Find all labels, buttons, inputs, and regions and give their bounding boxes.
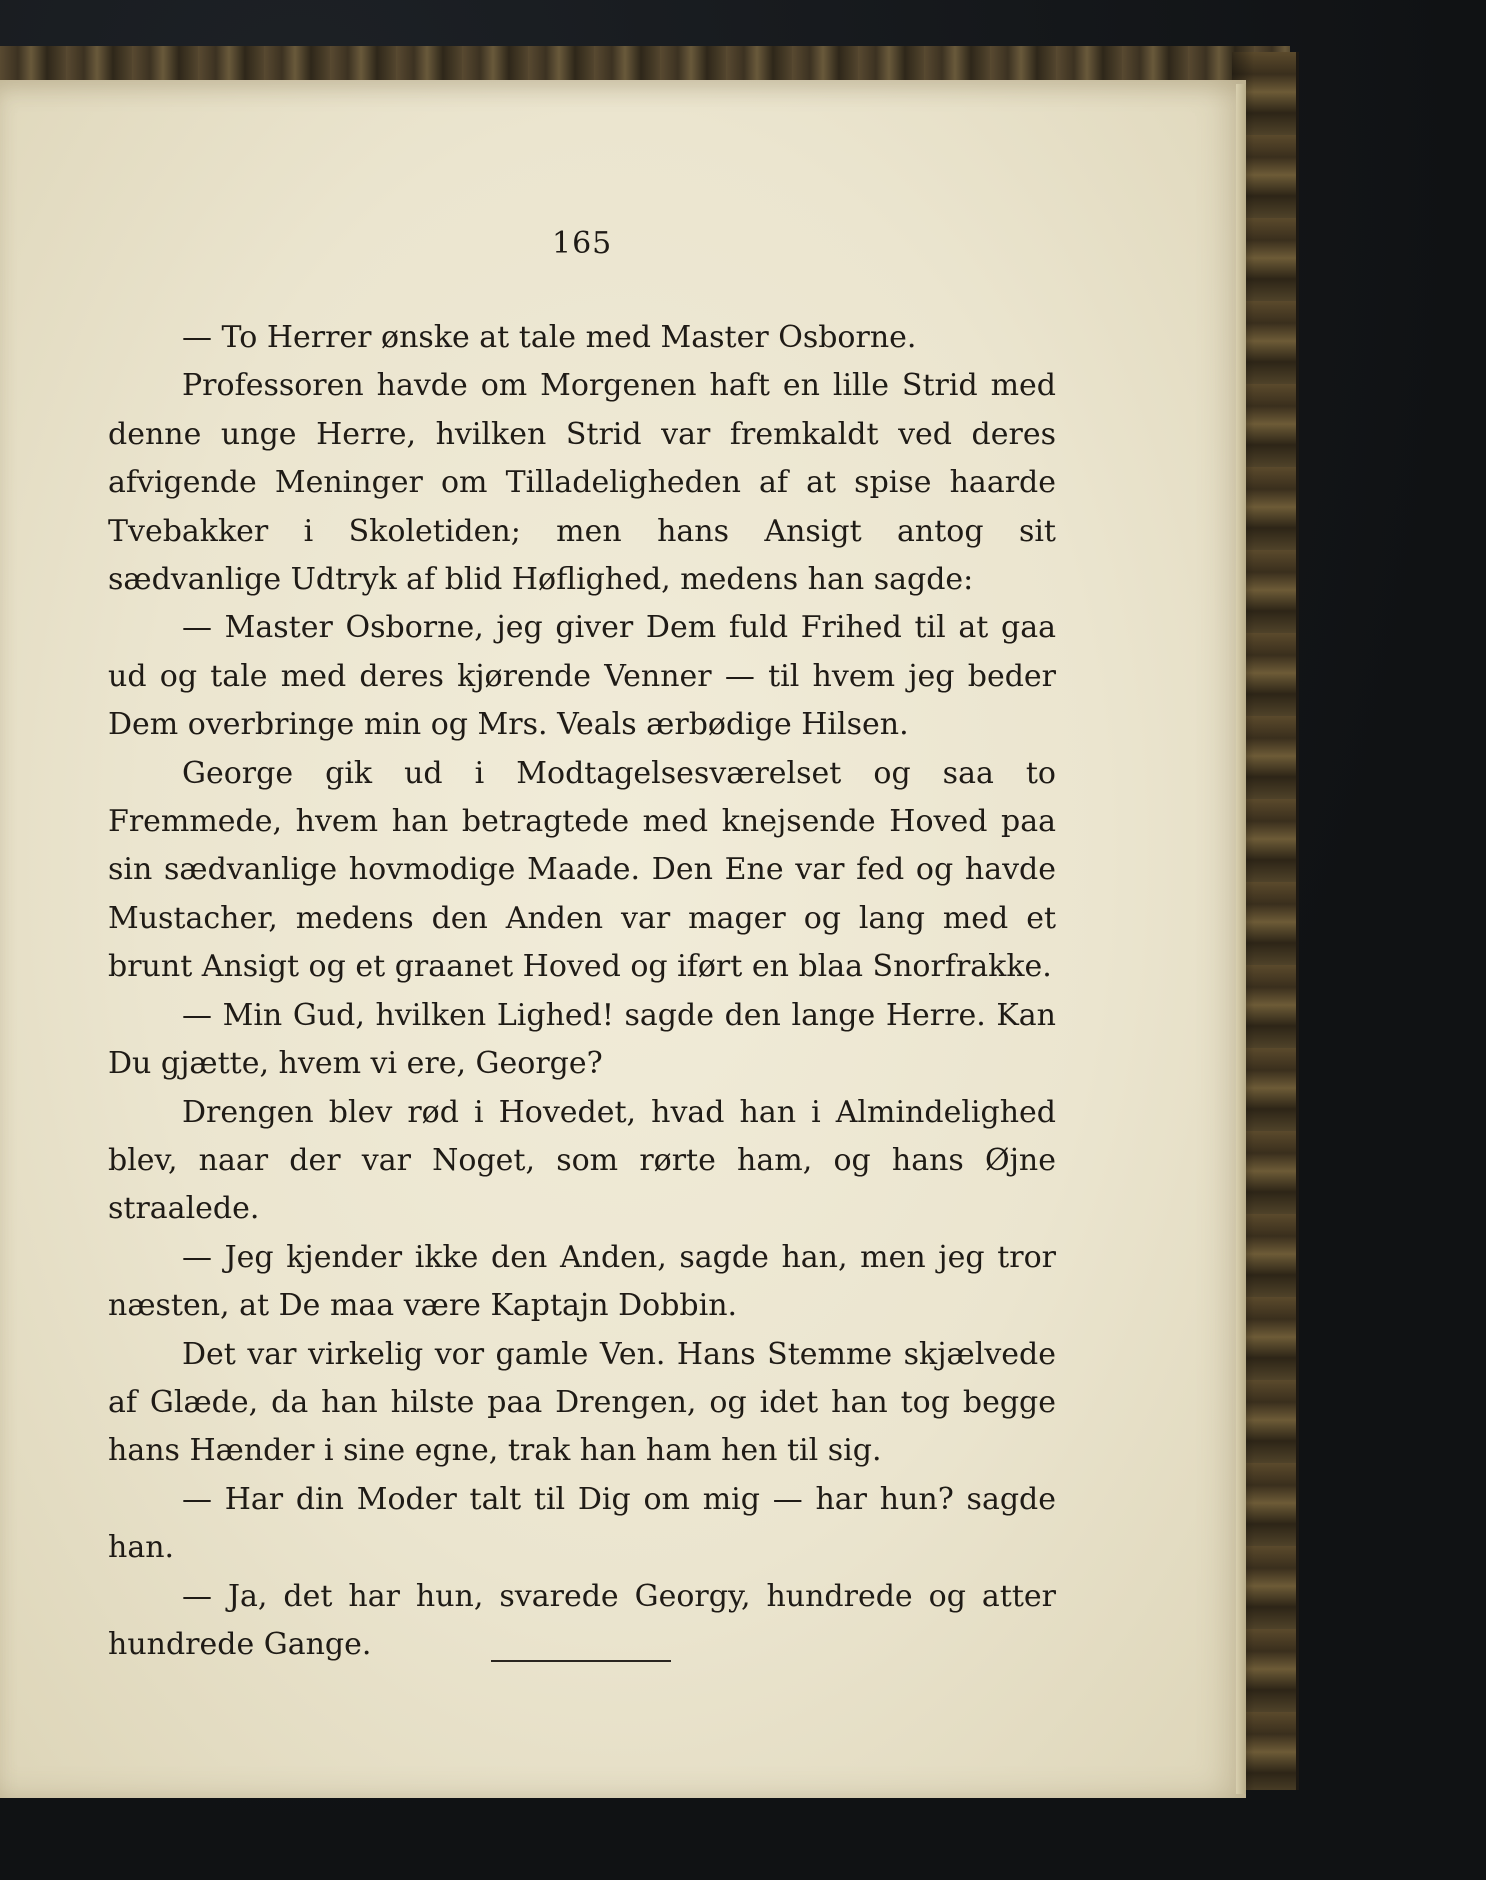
page-number: 165 [552,226,613,261]
paragraph: — Master Osborne, jeg giver Dem fuld Frihed til at gaa ud og tale med deres kjørende Venner — til hvem jeg beder Dem overbringe min og Mrs. Veals ærbødige Hilsen. [108,610,1056,743]
paragraph: — Jeg kjender ikke den Anden, sagde han, men jeg tror næsten, at De maa være Kaptajn Dobbin. [108,1239,1056,1324]
paragraph: — Ja, det har hun, svarede Georgy, hundrede og atter hundrede Gange. [108,1578,1056,1662]
paragraph: Professoren havde om Morgenen haft en lille Strid med denne unge Herre, hvilken Strid var fremkaldt ved deres afvigende Meninger om Tilladeligheden af at spise haarde Tvebakker i Skoletiden; men hans Ansigt antog sit sædvanlige Udtryk af blid Høflighed, medens han sagde: [108,368,1056,598]
paragraph: — Har din Moder talt til Dig om mig — har hun? sagde han. [108,1481,1056,1566]
paragraph: George gik ud i Modtagelsesværelset og saa to Fremmede, hvem han betragtede med knejsende Hoved paa sin sædvanlige hovmodige Maade. Den Ene var fed og havde Mustacher, medens den Anden var mager og lang med et brunt Ansigt og et graanet Hoved og iført en blaa Snorfrakke. [108,755,1056,985]
page-edge [1236,84,1246,1794]
section-end-rule [491,1660,671,1662]
paragraph: Drengen blev rød i Hovedet, hvad han i Almindelighed blev, naar der var Noget, som rørte ham, og hans Øjne straalede. [108,1094,1056,1227]
paragraph: Det var virkelig vor gamle Ven. Hans Stemme skjælvede af Glæde, da han hilste paa Drengen, og idet han tog begge hans Hænder i sine egne, trak han ham hen til sig. [108,1336,1056,1469]
paragraph: — To Herrer ønske at tale med Master Osborne. [182,320,917,355]
page-text [108,314,1056,1669]
paragraph: — Min Gud, hvilken Lighed! sagde den lange Herre. Kan Du gjætte, hvem vi ere, George? [108,997,1056,1082]
